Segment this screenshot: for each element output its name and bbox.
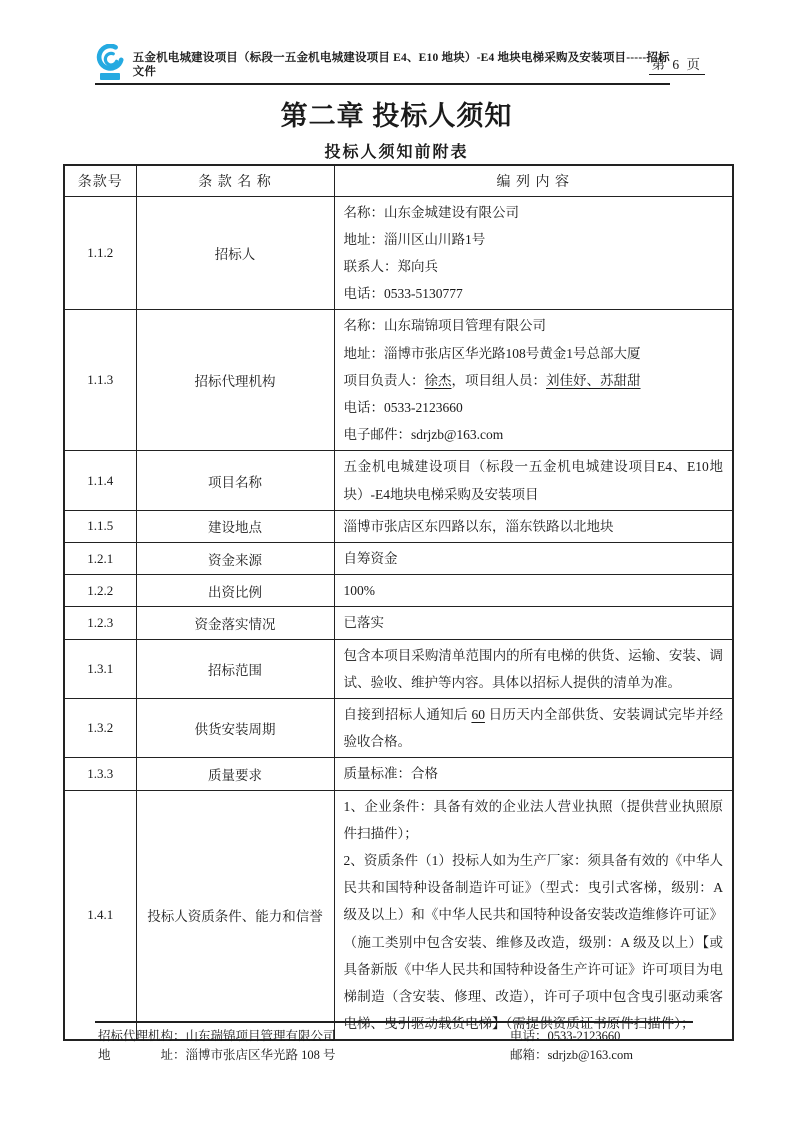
clause-name-cell: 供货安装周期 xyxy=(136,698,334,757)
clause-number-cell: 1.3.3 xyxy=(64,758,136,790)
clause-name-cell: 招标人 xyxy=(136,196,334,310)
content-line: 联系人：郑向兵 xyxy=(343,258,438,274)
content-line: 项目负责人：徐杰，项目组人员：刘佳妤、苏甜甜 xyxy=(343,372,641,388)
table-row xyxy=(64,790,733,1040)
table-row xyxy=(64,758,733,790)
col-header-clause-no: 条款号 xyxy=(64,165,136,196)
clause-name-cell: 招标范围 xyxy=(136,639,334,698)
content-line: 2、资质条件（1）投标人如为生产厂家：须具备有效的《中华人民共和国特种设备制造许可证》（型式：曳引式客梯，级别：A级及以上）和《中华人民共和国特种设备安装改造维修许可证》（施工类别中包含安装、维修及改造，级别：A 级及以上）【或具备新版《中华人民共和国特种设备生产许可证》许可项目为电梯制造（含安装、修理、改造），许可子项中包含曳引驱动乘客电梯、曳引驱动载货电梯】（需提供资质证书原件扫描件）； xyxy=(343,852,723,1032)
footer-address: 地 址：淄博市张店区华光路 108 号 xyxy=(98,1048,336,1062)
swirl-logo-icon xyxy=(96,44,124,72)
col-header-content: 编 列 内 容 xyxy=(334,165,733,196)
content-line: 电话：0533-2123660 xyxy=(343,399,463,415)
clause-content-cell xyxy=(334,758,733,790)
content-line: 电话：0533-5130777 xyxy=(343,286,463,302)
clause-content-cell xyxy=(334,790,733,1040)
table-row xyxy=(64,310,733,451)
clause-content-cell xyxy=(334,575,733,607)
clause-number-cell: 1.2.1 xyxy=(64,542,136,574)
page-header xyxy=(95,44,670,85)
footer-contact-block xyxy=(510,1027,698,1065)
content-line: 包含本项目采购清单范围内的所有电梯的供货、运输、安装、调试、验收、维护等内容。具体以招标人提供的清单为准。 xyxy=(343,647,723,690)
table-row xyxy=(64,607,733,639)
clause-content-cell xyxy=(334,698,733,757)
content-line: 已落实 xyxy=(343,615,384,631)
clause-number-cell: 1.1.3 xyxy=(64,310,136,451)
clause-number-cell: 1.2.3 xyxy=(64,607,136,639)
clause-name-cell: 资金来源 xyxy=(136,542,334,574)
clause-name-cell: 出资比例 xyxy=(136,575,334,607)
clause-content-cell xyxy=(334,510,733,542)
clause-name-cell: 资金落实情况 xyxy=(136,607,334,639)
clause-name-cell: 项目名称 xyxy=(136,451,334,510)
clause-number-cell: 1.3.2 xyxy=(64,698,136,757)
content-line: 淄博市张店区东四路以东，淄东铁路以北地块 xyxy=(343,518,614,534)
content-line: 名称：山东金城建设有限公司 xyxy=(343,204,519,220)
company-logo xyxy=(95,44,126,80)
document-title-line: 五金机电城建设项目（标段一五金机电城建设项目 E4、E10 地块）-E4 地块电梯采购及安装项目-----招标文件 xyxy=(132,52,670,78)
clause-name-cell: 投标人资质条件、能力和信誉 xyxy=(136,790,334,1040)
clause-content-cell xyxy=(334,639,733,698)
table-row xyxy=(64,575,733,607)
clause-name-cell: 招标代理机构 xyxy=(136,310,334,451)
page-footer xyxy=(98,1027,698,1065)
table-caption: 投标人须知前附表 xyxy=(324,144,469,161)
table-row xyxy=(64,196,733,310)
content-line: 地址：淄川区山川路1号 xyxy=(343,231,486,247)
clause-content-cell xyxy=(334,607,733,639)
clause-content-cell xyxy=(334,196,733,310)
table-row xyxy=(64,542,733,574)
conditions-table-body xyxy=(64,196,733,1040)
content-line: 名称：山东瑞锦项目管理有限公司 xyxy=(343,318,546,334)
content-line: 自筹资金 xyxy=(343,550,398,566)
clause-content-cell xyxy=(334,310,733,451)
table-row xyxy=(64,451,733,510)
conditions-table-wrap xyxy=(63,164,734,1041)
logo-badge xyxy=(100,73,120,80)
clause-number-cell: 1.1.5 xyxy=(64,510,136,542)
clause-number-cell: 1.1.4 xyxy=(64,451,136,510)
footer-divider xyxy=(95,1021,693,1023)
clause-name-cell: 建设地点 xyxy=(136,510,334,542)
content-line: 电子邮件：sdrjzb@163.com xyxy=(343,427,504,443)
conditions-table xyxy=(63,164,734,1041)
content-line: 自接到招标人通知后 60 日历天内全部供货、安装调试完毕并经验收合格。 xyxy=(343,706,724,750)
content-line: 质量标准：合格 xyxy=(343,766,438,782)
clause-number-cell: 1.2.2 xyxy=(64,575,136,607)
content-line: 100% xyxy=(343,583,375,599)
clause-number-cell: 1.3.1 xyxy=(64,639,136,698)
footer-phone: 电话：0533-2123660 xyxy=(510,1029,621,1043)
clause-number-cell: 1.1.2 xyxy=(64,196,136,310)
clause-number-cell: 1.4.1 xyxy=(64,790,136,1040)
content-line: 地址：淄博市张店区华光路108号黄金1号总部大厦 xyxy=(343,345,641,361)
table-row xyxy=(64,639,733,698)
table-row xyxy=(64,510,733,542)
footer-agency: 招标代理机构：山东瑞锦项目管理有限公司 xyxy=(98,1029,336,1043)
table-header-row xyxy=(64,165,733,196)
clause-content-cell xyxy=(334,542,733,574)
content-line: 1、企业条件：具备有效的企业法人营业执照（提供营业执照原件扫描件）； xyxy=(343,798,723,841)
table-row xyxy=(64,698,733,757)
footer-agency-block xyxy=(98,1027,510,1065)
chapter-title: 第二章 投标人须知 xyxy=(280,101,513,131)
footer-email: 邮箱：sdrjzb@163.com xyxy=(510,1048,633,1062)
col-header-clause-name: 条 款 名 称 xyxy=(136,165,334,196)
clause-name-cell: 质量要求 xyxy=(136,758,334,790)
clause-content-cell xyxy=(334,451,733,510)
content-line: 五金机电城建设项目（标段一五金机电城建设项目E4、E10地块）-E4地块电梯采购及安装项目 xyxy=(343,459,723,502)
page-number: 第 6 页 xyxy=(649,53,706,75)
